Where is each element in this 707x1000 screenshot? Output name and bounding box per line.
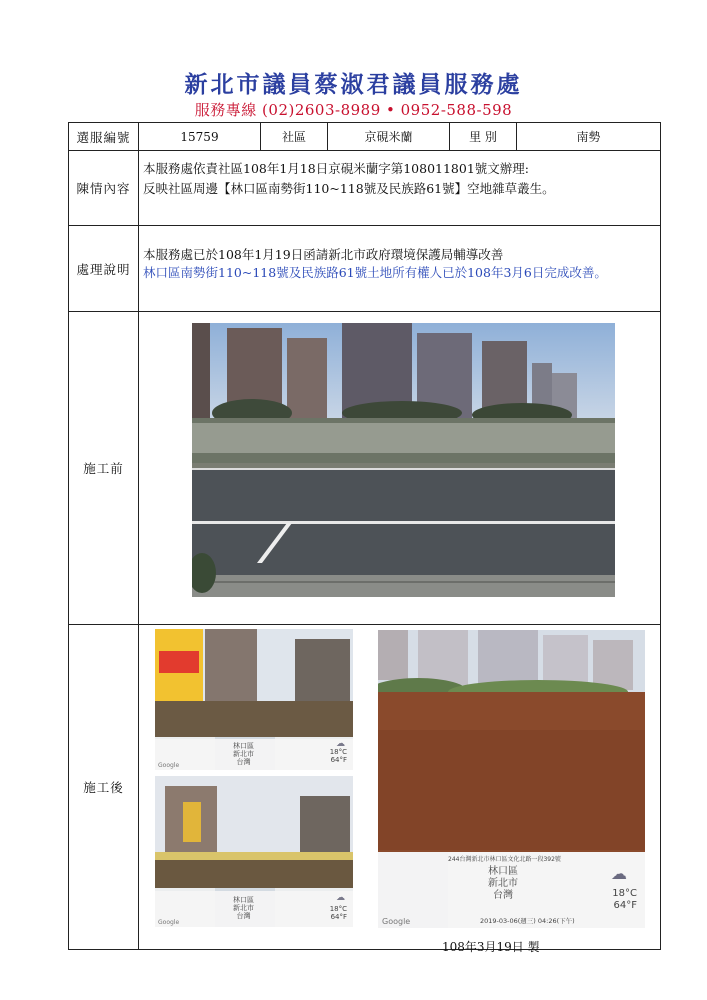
google-logo: Google	[158, 919, 180, 926]
handling-line-2: 林口區南勢街110~118號及民族路61號土地所有權人已於108年3月6日完成改善。	[143, 265, 607, 280]
district: 林口區	[233, 896, 254, 904]
case-no-label: 選服編號	[69, 123, 139, 151]
cloud-icon: ☁	[611, 864, 627, 883]
country: 台灣	[493, 890, 513, 901]
page-title: 新北市議員蔡淑君議員服務處	[184, 71, 523, 98]
petition-line-2: 反映社區周邊【林口區南勢街110~118號及民族路61號】空地雜草叢生。	[143, 181, 555, 196]
after-photo-1-weather-stamp	[155, 739, 353, 770]
timestamp: 2019-03-06(週三) 04:26(下午)	[480, 917, 575, 925]
city: 新北市	[488, 878, 518, 889]
after-photo-2	[155, 776, 353, 927]
handling-row	[69, 226, 661, 312]
case-no: 15759	[139, 123, 261, 151]
district: 林口區	[488, 866, 518, 877]
after-photo-3-weather-stamp	[378, 852, 645, 928]
village: 南勢	[517, 123, 661, 151]
city: 新北市	[233, 750, 254, 758]
petition-label: 陳情內容	[69, 151, 139, 226]
before-construction-photo	[192, 323, 615, 597]
before-label: 施工前	[69, 312, 139, 625]
handling-line-1: 本服務處已於108年1月19日函請新北市政府環境保護局輔導改善	[143, 247, 504, 262]
cloud-icon: ☁	[336, 893, 345, 903]
cloud-icon: ☁	[336, 739, 345, 749]
community-label: 社區	[261, 123, 328, 151]
temp-c: 18°C	[329, 748, 347, 756]
district: 林口區	[233, 742, 254, 750]
temp-f: 64°F	[330, 756, 347, 764]
before-photo-graphic	[192, 323, 615, 597]
hotline: 服務專線 (02)2603-8989 • 0952-588-598	[194, 101, 513, 119]
country: 台灣	[236, 912, 251, 920]
handling-label: 處理說明	[69, 226, 139, 312]
petition-row	[69, 151, 661, 226]
after-photo-2-weather-stamp	[155, 891, 353, 927]
after-photo-1	[155, 629, 353, 770]
temp-c: 18°C	[329, 905, 347, 913]
after-photo-3	[378, 630, 645, 928]
city: 新北市	[233, 904, 254, 912]
country: 台灣	[236, 758, 251, 766]
after-label: 施工後	[69, 625, 139, 950]
address: 244台灣新北市林口區文化北路一段392號	[448, 856, 561, 863]
community: 京硯米蘭	[328, 123, 450, 151]
made-date: 108年3月19日 製	[442, 940, 540, 954]
village-label: 里 別	[450, 123, 517, 151]
google-logo: Google	[158, 762, 180, 769]
google-logo: Google	[382, 917, 411, 926]
petition-line-1: 本服務處依責社區108年1月18日京硯米蘭字第108011801號文辦理:	[143, 161, 530, 176]
temp-f: 64°F	[613, 900, 637, 911]
info-row	[69, 123, 661, 151]
temp-c: 18°C	[612, 888, 637, 899]
temp-f: 64°F	[330, 913, 347, 921]
